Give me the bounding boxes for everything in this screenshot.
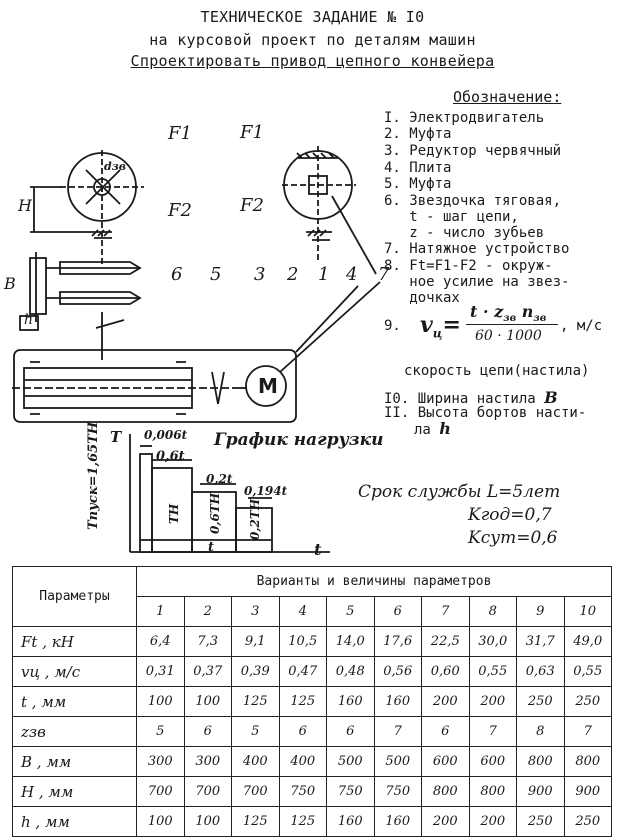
table-cell: 30,0 <box>469 627 517 657</box>
table-cell: 300 <box>184 747 232 777</box>
h-dimension-label: H <box>18 196 32 215</box>
table-cell: 700 <box>184 777 232 807</box>
formula-unit: , м/с <box>560 318 603 334</box>
document-subtitle: на курсовой проект по деталям машин <box>149 31 476 49</box>
table-cell: 0,55 <box>564 657 612 687</box>
table-cell: 10,5 <box>279 627 327 657</box>
table-cell: 200 <box>422 687 470 717</box>
formula-denominator: 60 · 1000 <box>475 328 542 344</box>
table-cell: 160 <box>374 807 422 837</box>
variant-number: 1 <box>137 597 185 627</box>
k-daily: Kсут=0,6 <box>468 528 558 548</box>
variant-number: 8 <box>469 597 517 627</box>
legend-item: 7. Натяжное устройство <box>384 241 570 257</box>
table-cell: 900 <box>517 777 565 807</box>
row-label: Ft , кН <box>13 627 137 657</box>
variant-number: 9 <box>517 597 565 627</box>
formula-lhs: $v_ц=$ <box>420 312 461 341</box>
tn-label: TH <box>167 503 181 524</box>
table-row <box>13 807 612 837</box>
time-axis-label: t <box>314 540 322 559</box>
legend-item-11b: ла h <box>414 419 451 438</box>
small-h-label: h <box>24 312 34 328</box>
02tn-label: 0,2TH <box>248 498 262 540</box>
table-cell: 125 <box>232 807 280 837</box>
row-label: H , мм <box>13 777 137 807</box>
legend-item: дочках <box>384 290 460 306</box>
row-label: h , мм <box>13 807 137 837</box>
table-cell: 6 <box>184 717 232 747</box>
variant-number: 5 <box>327 597 375 627</box>
legend-title: Обозначение: <box>453 88 562 106</box>
part-number-4: 4 <box>346 264 358 285</box>
legend-item: ное усилие на звез- <box>384 274 570 290</box>
table-cell: 17,6 <box>374 627 422 657</box>
part-number-5: 5 <box>210 264 222 285</box>
table-cell: 160 <box>327 807 375 837</box>
variant-number: 3 <box>232 597 280 627</box>
variants-header: Варианты и величины параметров <box>137 567 612 597</box>
table-row <box>13 717 612 747</box>
table-cell: 14,0 <box>327 627 375 657</box>
table-cell: 250 <box>517 807 565 837</box>
table-cell: 700 <box>232 777 280 807</box>
service-life: Срок службы L=5лет <box>358 482 561 502</box>
table-cell: 6 <box>422 717 470 747</box>
legend-item: 6. Звездочка тяговая, <box>384 193 562 209</box>
table-row <box>13 747 612 777</box>
param-header: Параметры <box>13 567 137 627</box>
table-cell: 7 <box>374 717 422 747</box>
table-cell: 0,47 <box>279 657 327 687</box>
dzv-label: dзв <box>104 160 126 173</box>
part-number-7: 7 <box>378 264 390 285</box>
table-cell: 125 <box>232 687 280 717</box>
task-text: Спроектировать привод цепного конвейера <box>130 52 495 70</box>
table-cell: 700 <box>137 777 185 807</box>
table-cell: 5 <box>232 717 280 747</box>
variant-number: 7 <box>422 597 470 627</box>
table-cell: 22,5 <box>422 627 470 657</box>
table-cell: 800 <box>469 777 517 807</box>
table-cell: 250 <box>564 807 612 837</box>
table-cell: 250 <box>564 687 612 717</box>
table-cell: 0,56 <box>374 657 422 687</box>
variant-number: 10 <box>564 597 612 627</box>
table-cell: 800 <box>517 747 565 777</box>
table-cell: 7 <box>469 717 517 747</box>
table-cell: 6,4 <box>137 627 185 657</box>
table-cell: 800 <box>564 747 612 777</box>
table-cell: 6 <box>327 717 375 747</box>
table-cell: 6 <box>279 717 327 747</box>
table-row <box>13 687 612 717</box>
table-cell: 100 <box>137 687 185 717</box>
table-cell: 400 <box>279 747 327 777</box>
legend-item: 3. Редуктор червячный <box>384 143 562 159</box>
speed-caption: скорость цепи(настила) <box>404 363 590 379</box>
part-number-3: 3 <box>254 264 266 285</box>
legend-item-10: I0. Ширина настила B <box>384 388 558 407</box>
k-annual: Kгод=0,7 <box>468 505 552 525</box>
b-dimension-label: B <box>4 274 16 293</box>
legend-item: z - число зубьев <box>384 225 545 241</box>
table-cell: 8 <box>517 717 565 747</box>
row-label: vц , м/с <box>13 657 137 687</box>
force-label-f1-left: F1 <box>168 123 192 144</box>
table-cell: 7,3 <box>184 627 232 657</box>
table-cell: 0,39 <box>232 657 280 687</box>
tpusk-label: Tпуск=1,65TH <box>86 421 101 530</box>
row-label: B , мм <box>13 747 137 777</box>
graph-dim-06t: 0,6t <box>156 449 185 464</box>
variant-number: 4 <box>279 597 327 627</box>
part-number-2: 2 <box>287 264 299 285</box>
table-cell: 500 <box>327 747 375 777</box>
table-cell: 200 <box>469 687 517 717</box>
row-label: zзв <box>13 717 137 747</box>
graph-dim-0006t: 0,006t <box>144 428 188 442</box>
graph-dim-02t: 0,2t <box>206 472 233 486</box>
document-title: ТЕХНИЧЕСКОЕ ЗАДАНИЕ № I0 <box>200 8 425 26</box>
table-row <box>13 777 612 807</box>
table-cell: 200 <box>422 807 470 837</box>
06tn-label: 0,6TH <box>208 492 222 534</box>
legend-item: I. Электродвигатель <box>384 110 545 126</box>
variant-number: 6 <box>374 597 422 627</box>
parameters-table <box>12 566 612 837</box>
formula-number: 9. <box>384 318 401 334</box>
table-cell: 400 <box>232 747 280 777</box>
graph-dim-0194t: 0,194t <box>244 484 288 498</box>
table-cell: 0,55 <box>469 657 517 687</box>
legend-item: 4. Плита <box>384 160 452 176</box>
force-label-f1-right: F1 <box>240 122 264 143</box>
table-cell: 300 <box>137 747 185 777</box>
legend-item: 8. Ft=F1-F2 - окруж- <box>384 258 553 274</box>
table-cell: 0,63 <box>517 657 565 687</box>
table-cell: 250 <box>517 687 565 717</box>
torque-axis-label: T <box>110 428 122 446</box>
force-label-f2-right: F2 <box>240 195 264 216</box>
table-cell: 750 <box>374 777 422 807</box>
table-cell: 100 <box>184 687 232 717</box>
table-cell: 31,7 <box>517 627 565 657</box>
table-cell: 900 <box>564 777 612 807</box>
table-cell: 125 <box>279 807 327 837</box>
motor-label: M <box>258 374 278 398</box>
table-cell: 800 <box>422 777 470 807</box>
time-dim-label: t <box>208 540 215 555</box>
table-cell: 100 <box>184 807 232 837</box>
load-bar-start <box>140 454 152 552</box>
table-cell: 750 <box>279 777 327 807</box>
table-row <box>13 657 612 687</box>
table-cell: 100 <box>137 807 185 837</box>
legend-item-11: II. Высота бортов насти- <box>384 405 587 421</box>
table-cell: 160 <box>374 687 422 717</box>
table-cell: 160 <box>327 687 375 717</box>
table-cell: 9,1 <box>232 627 280 657</box>
table-cell: 5 <box>137 717 185 747</box>
load-graph-title: График нагрузки <box>214 430 384 450</box>
table-cell: 200 <box>469 807 517 837</box>
variant-number: 2 <box>184 597 232 627</box>
formula-numerator: $t \cdot z_{зв}$ $n_{зв}$ <box>470 302 547 325</box>
table-cell: 0,31 <box>137 657 185 687</box>
table-cell: 600 <box>422 747 470 777</box>
legend-item: 5. Муфта <box>384 176 452 192</box>
table-cell: 125 <box>279 687 327 717</box>
row-label: t , мм <box>13 687 137 717</box>
table-cell: 49,0 <box>564 627 612 657</box>
table-cell: 0,48 <box>327 657 375 687</box>
table-cell: 600 <box>469 747 517 777</box>
legend-item: t - шаг цепи, <box>384 209 519 225</box>
table-cell: 0,37 <box>184 657 232 687</box>
table-cell: 500 <box>374 747 422 777</box>
table-row <box>13 627 612 657</box>
part-number-1: 1 <box>318 264 330 285</box>
force-label-f2-left: F2 <box>168 200 192 221</box>
part-number-6: 6 <box>171 264 183 285</box>
table-cell: 0,60 <box>422 657 470 687</box>
legend-item: 2. Муфта <box>384 126 452 142</box>
table-cell: 7 <box>564 717 612 747</box>
table-cell: 750 <box>327 777 375 807</box>
